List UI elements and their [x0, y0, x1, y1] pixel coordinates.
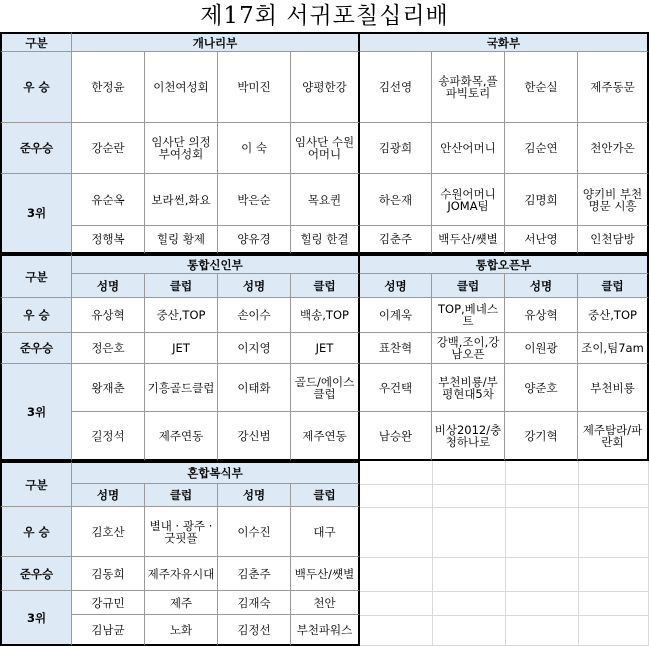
- player-name: 이원광: [505, 333, 578, 364]
- player-name: 김선영: [360, 52, 432, 123]
- club-name: 제주탐라/파란회: [578, 412, 649, 461]
- section-header-label: 구분: [0, 32, 72, 52]
- player-name: 이지영: [218, 333, 291, 364]
- section-title: 국화부: [360, 32, 649, 52]
- player-name: 우건택: [360, 364, 432, 412]
- club-name: 힐링 한결: [291, 226, 360, 254]
- column-header: 성명: [505, 274, 578, 298]
- club-name: 기흥골드클럽: [145, 364, 218, 412]
- club-name: 안산어머니: [432, 123, 505, 174]
- player-name: 강규민: [72, 591, 145, 615]
- section-title: 통합오픈부: [360, 254, 649, 274]
- rank-label: 준우승: [0, 123, 72, 174]
- club-name: 백두산/썟별: [432, 226, 505, 254]
- rank-label: 3위: [0, 364, 72, 461]
- column-header: 클럽: [291, 274, 360, 298]
- empty-grid-line: [360, 557, 649, 558]
- player-name: 남승완: [360, 412, 432, 461]
- empty-grid-line: [432, 461, 433, 646]
- club-name: 제주동문: [578, 52, 649, 123]
- section-title: 통합신인부: [72, 254, 360, 274]
- player-name: 김남균: [72, 615, 145, 646]
- club-name: 제주연동: [145, 412, 218, 461]
- club-name: 목요퀸: [291, 174, 360, 226]
- player-name: 강신범: [218, 412, 291, 461]
- rank-label: 우 승: [0, 52, 72, 123]
- section-title: 혼합복식부: [72, 461, 360, 484]
- club-name: JET: [145, 333, 218, 364]
- club-name: 제주연동: [291, 412, 360, 461]
- column-header: 성명: [218, 274, 291, 298]
- club-name: 보라썬,화요: [145, 174, 218, 226]
- player-name: 서난영: [505, 226, 578, 254]
- column-header: 성명: [360, 274, 432, 298]
- club-name: 노화: [145, 615, 218, 646]
- player-name: 김호산: [72, 507, 145, 557]
- player-name: 정행복: [72, 226, 145, 254]
- club-name: 임사단 의정부여성회: [145, 123, 218, 174]
- player-name: 김순연: [505, 123, 578, 174]
- player-name: 김명희: [505, 174, 578, 226]
- club-name: 인천담방: [578, 226, 649, 254]
- player-name: 유순옥: [72, 174, 145, 226]
- player-name: 길정석: [72, 412, 145, 461]
- player-name: 김춘주: [218, 557, 291, 591]
- player-name: 이계욱: [360, 298, 432, 333]
- club-name: 양키비 부천명문 시흥: [578, 174, 649, 226]
- club-name: 중산,TOP: [145, 298, 218, 333]
- section-title: 개나리부: [72, 32, 360, 52]
- club-name: 양평한강: [291, 52, 360, 123]
- player-name: 이수진: [218, 507, 291, 557]
- player-name: 왕재춘: [72, 364, 145, 412]
- player-name: 손이수: [218, 298, 291, 333]
- club-name: 백송,TOP: [291, 298, 360, 333]
- empty-grid-line: [505, 461, 506, 646]
- club-name: 송파화목,플파빅토리: [432, 52, 505, 123]
- rank-label: 3위: [0, 174, 72, 254]
- club-name: 대구: [291, 507, 360, 557]
- player-name: 표찬혁: [360, 333, 432, 364]
- club-name: 비상2012/충청하나로: [432, 412, 505, 461]
- player-name: 김광희: [360, 123, 432, 174]
- player-name: 한정윤: [72, 52, 145, 123]
- player-name: 김정선: [218, 615, 291, 646]
- column-header: 클럽: [291, 484, 360, 507]
- player-name: 박미진: [218, 52, 291, 123]
- club-name: 천안: [291, 591, 360, 615]
- club-name: 골드/에이스클럽: [291, 364, 360, 412]
- club-name: 천안가온: [578, 123, 649, 174]
- empty-grid-line: [360, 591, 649, 592]
- club-name: 이천여성회: [145, 52, 218, 123]
- club-name: 힐링 황제: [145, 226, 218, 254]
- club-name: 조이,팀7am: [578, 333, 649, 364]
- empty-grid-line: [360, 615, 649, 616]
- club-name: 부천비룡/부평현대5차: [432, 364, 505, 412]
- player-name: 유상혁: [72, 298, 145, 333]
- player-name: 양유경: [218, 226, 291, 254]
- player-name: 강순란: [72, 123, 145, 174]
- player-name: 양준호: [505, 364, 578, 412]
- club-name: 강백,조이,강남오픈: [432, 333, 505, 364]
- club-name: 제주: [145, 591, 218, 615]
- rank-label: 우 승: [0, 298, 72, 333]
- club-name: 부천비룡: [578, 364, 649, 412]
- player-name: 박은순: [218, 174, 291, 226]
- column-header: 성명: [72, 484, 145, 507]
- column-header: 성명: [218, 484, 291, 507]
- player-name: 유상혁: [505, 298, 578, 333]
- empty-grid-line: [360, 507, 649, 508]
- club-name: 수원어머니 JOMA팀: [432, 174, 505, 226]
- page-title: 제17회 서귀포칠십리배: [200, 3, 449, 29]
- club-name: 별내 · 광주 · 굿핏플: [145, 507, 218, 557]
- player-name: 이태화: [218, 364, 291, 412]
- column-header: 성명: [72, 274, 145, 298]
- rank-label: 준우승: [0, 557, 72, 591]
- section-header-label: 구분: [0, 254, 72, 298]
- section-header-label: 구분: [0, 461, 72, 507]
- club-name: 임사단 수원어머니: [291, 123, 360, 174]
- player-name: 김동희: [72, 557, 145, 591]
- club-name: 부천파워스: [291, 615, 360, 646]
- player-name: 김춘주: [360, 226, 432, 254]
- club-name: 중산,TOP: [578, 298, 649, 333]
- club-name: TOP,베네스트: [432, 298, 505, 333]
- player-name: 강기혁: [505, 412, 578, 461]
- rank-label: 우 승: [0, 507, 72, 557]
- player-name: 하은재: [360, 174, 432, 226]
- empty-grid-line: [578, 461, 579, 646]
- player-name: 한순실: [505, 52, 578, 123]
- player-name: 이 숙: [218, 123, 291, 174]
- club-name: JET: [291, 333, 360, 364]
- rank-label: 준우승: [0, 333, 72, 364]
- club-name: 제주자유시대: [145, 557, 218, 591]
- player-name: 정은호: [72, 333, 145, 364]
- column-header: 클럽: [432, 274, 505, 298]
- column-header: 클럽: [578, 274, 649, 298]
- column-header: 클럽: [145, 274, 218, 298]
- column-header: 클럽: [145, 484, 218, 507]
- empty-grid-line: [360, 484, 649, 485]
- player-name: 김재숙: [218, 591, 291, 615]
- rank-label: 3위: [0, 591, 72, 646]
- club-name: 백두산/썟별: [291, 557, 360, 591]
